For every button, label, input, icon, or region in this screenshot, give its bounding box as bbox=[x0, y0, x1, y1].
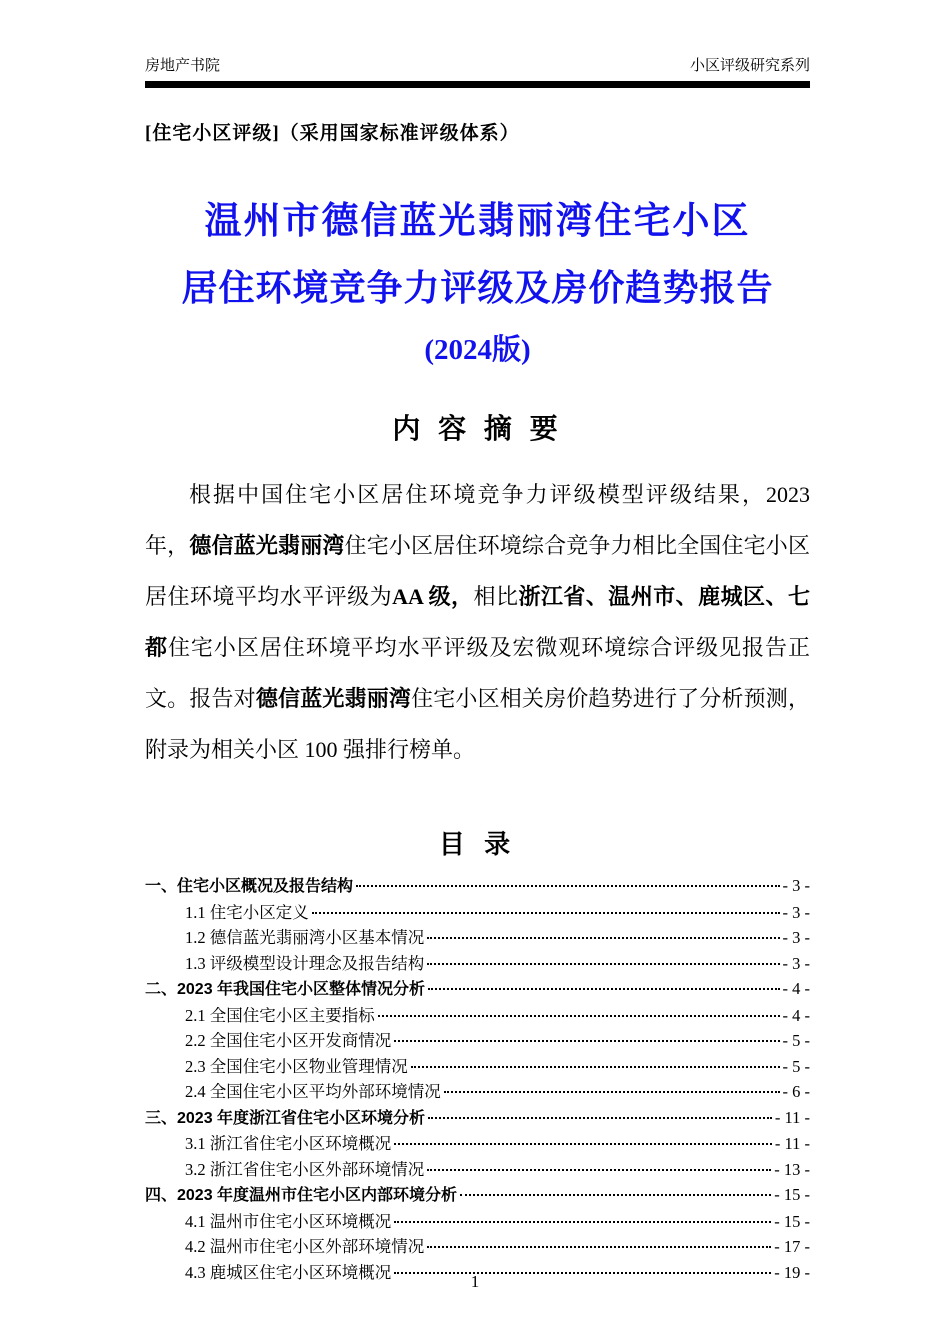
toc-dot-leader bbox=[394, 1040, 779, 1042]
toc-dot-leader bbox=[427, 963, 779, 965]
summary-segment-bold: 德信蓝光翡丽湾 bbox=[255, 686, 412, 712]
toc-entry-label: 1.3 评级模型设计理念及报告结构 bbox=[185, 953, 425, 973]
toc-dot-leader bbox=[428, 1117, 772, 1119]
summary-segment-bold: AA 级， bbox=[392, 584, 474, 610]
toc-entry bbox=[145, 976, 810, 1003]
toc-entry-label: 4.3 鹿城区住宅小区环境概况 bbox=[185, 1262, 392, 1282]
summary-segment: 住宅小区居住环境综合竞争力相比全国住宅小区居住环境平均水平评级为 bbox=[145, 533, 810, 610]
toc-dot-leader bbox=[378, 1015, 780, 1017]
table-of-contents bbox=[145, 873, 810, 1285]
toc-entry-page: - 3 - bbox=[782, 902, 810, 922]
toc-entry-page: - 4 - bbox=[782, 1005, 810, 1025]
toc-dot-leader bbox=[394, 1143, 772, 1145]
toc-dot-leader bbox=[427, 937, 779, 939]
summary-heading: 内 容 摘 要 bbox=[392, 413, 563, 444]
summary-segment: 相比 bbox=[473, 584, 519, 610]
toc-entry-page: - 6 - bbox=[782, 1082, 810, 1102]
toc-dot-leader bbox=[460, 1194, 771, 1196]
toc-entry-label: 三、2023 年度浙江省住宅小区环境分析 bbox=[145, 1109, 426, 1127]
toc-heading: 目 录 bbox=[438, 829, 517, 860]
toc-entry-label: 2.3 全国住宅小区物业管理情况 bbox=[185, 1056, 408, 1076]
page-header bbox=[145, 56, 810, 81]
toc-entry-label: 二、2023 年我国住宅小区整体情况分析 bbox=[145, 981, 426, 999]
toc-entry-label: 1.1 住宅小区定义 bbox=[185, 902, 309, 922]
header-rule bbox=[145, 81, 810, 88]
summary-segment: 住宅小区相关房价趋势进行了分析预测，附录为相关小区 100 强排行榜单。 bbox=[145, 686, 810, 763]
summary-segment: 根据中国住宅小区居住环境竞争力评级模型评级结果，2023 年， bbox=[145, 482, 810, 559]
toc-entry-page: - 17 - bbox=[774, 1237, 810, 1257]
toc-entry-page: - 5 - bbox=[782, 1031, 810, 1051]
toc-entry-label: 4.2 温州市住宅小区外部环境情况 bbox=[185, 1237, 425, 1257]
toc-entry-page: - 19 - bbox=[774, 1262, 810, 1282]
header-left-text: 房地产书院 bbox=[145, 58, 221, 74]
toc-entry-label: 4.1 温州市住宅小区环境概况 bbox=[185, 1211, 392, 1231]
toc-entry bbox=[145, 1131, 810, 1157]
summary-paragraph bbox=[145, 469, 810, 775]
toc-entry-page: - 15 - bbox=[774, 1211, 810, 1231]
toc-entry bbox=[145, 1157, 810, 1183]
header-right-text: 小区评级研究系列 bbox=[689, 58, 810, 74]
toc-entry-label: 2.2 全国住宅小区开发商情况 bbox=[185, 1031, 392, 1051]
toc-entry-label: 3.1 浙江省住宅小区环境概况 bbox=[185, 1134, 392, 1154]
toc-entry-page: - 4 - bbox=[782, 979, 810, 999]
toc-entry-page: - 11 - bbox=[774, 1107, 810, 1127]
toc-dot-leader bbox=[394, 1221, 771, 1223]
toc-dot-leader bbox=[428, 988, 779, 990]
toc-entry bbox=[145, 1209, 810, 1235]
summary-segment: 住宅小区居住环境平均水平评级及宏微观环境综合评级见报告正文。报告对 bbox=[145, 635, 810, 712]
toc-entry bbox=[145, 1003, 810, 1029]
toc-entry-page: - 3 - bbox=[782, 876, 810, 896]
toc-dot-leader bbox=[356, 885, 779, 887]
page-number: 1 bbox=[470, 1272, 480, 1291]
toc-entry-page: - 15 - bbox=[774, 1185, 810, 1205]
toc-dot-leader bbox=[444, 1091, 780, 1093]
toc-entry-page: - 11 - bbox=[774, 1134, 810, 1154]
toc-entry-label: 2.4 全国住宅小区平均外部环境情况 bbox=[185, 1082, 441, 1102]
toc-entry bbox=[145, 873, 810, 900]
report-title-line2: 居住环境竞争力评级及房价趋势报告 bbox=[181, 268, 774, 308]
toc-entry bbox=[145, 925, 810, 951]
toc-entry bbox=[145, 1079, 810, 1105]
toc-dot-leader bbox=[427, 1169, 771, 1171]
toc-entry bbox=[145, 1234, 810, 1260]
summary-segment-bold: 德信蓝光翡丽湾 bbox=[189, 533, 345, 559]
toc-entry bbox=[145, 1182, 810, 1209]
toc-entry-label: 一、住宅小区概况及报告结构 bbox=[145, 878, 354, 896]
report-title-line1: 温州市德信蓝光翡丽湾住宅小区 bbox=[204, 201, 751, 242]
toc-entry-page: - 5 - bbox=[782, 1056, 810, 1076]
toc-entry-page: - 3 - bbox=[782, 928, 810, 948]
toc-entry bbox=[145, 900, 810, 926]
toc-entry-page: - 13 - bbox=[774, 1159, 810, 1179]
toc-dot-leader bbox=[312, 912, 780, 914]
toc-entry bbox=[145, 1028, 810, 1054]
report-title-edition: (2024版) bbox=[424, 334, 531, 366]
report-title bbox=[145, 203, 810, 365]
toc-entry-label: 1.2 德信蓝光翡丽湾小区基本情况 bbox=[185, 928, 425, 948]
toc-entry bbox=[145, 1054, 810, 1080]
toc-entry-page: - 3 - bbox=[782, 953, 810, 973]
toc-entry-label: 3.2 浙江省住宅小区外部环境情况 bbox=[185, 1159, 425, 1179]
toc-dot-leader bbox=[411, 1066, 780, 1068]
toc-entry-label: 四、2023 年度温州市住宅小区内部环境分析 bbox=[145, 1187, 458, 1205]
toc-dot-leader bbox=[427, 1246, 771, 1248]
report-series-subheader: [住宅小区评级]（采用国家标准评级体系） bbox=[145, 123, 520, 144]
summary-segment-bold: 浙江省、温州市、鹿城区、七都 bbox=[145, 584, 810, 661]
toc-entry bbox=[145, 951, 810, 977]
toc-entry bbox=[145, 1105, 810, 1132]
toc-entry-label: 2.1 全国住宅小区主要指标 bbox=[185, 1005, 375, 1025]
